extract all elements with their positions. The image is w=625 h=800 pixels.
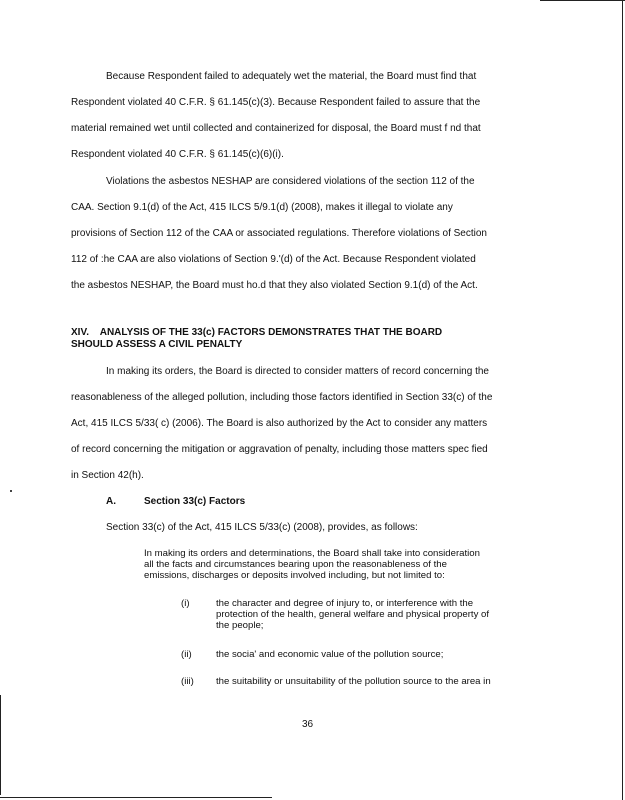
subheading-title: Section 33(c) Factors <box>144 496 246 507</box>
item-ii-text <box>216 649 546 660</box>
paragraph-3-line-3: Act, 415 ILCS 5/33( c) (2006). The Board is also authorized by the Act to consider any matters <box>71 418 488 429</box>
footnote-rule <box>0 797 272 798</box>
left-edge-rule <box>0 695 1 795</box>
right-edge-rule <box>622 0 623 800</box>
paragraph-1-line-3: material remained wet until collected and containerized for disposal, the Board must f nd that <box>71 123 481 134</box>
paragraph-2-line-3: provisions of Section 112 of the CAA or associated regulations. Therefore violations of Section <box>71 228 487 239</box>
item-i-line-1: the character and degree of injury to, or interference with the <box>216 598 474 609</box>
paragraph-2-line-1: Violations the asbestos NESHAP are considered violations of the section 112 of the <box>106 176 475 187</box>
block-quote-line-1: In making its orders and determinations, the Board shall take into consideration <box>144 548 480 559</box>
paragraph-3-line-4: of record concerning the mitigation or aggravation of penalty, including those matters spec fied <box>71 444 488 455</box>
item-iii-text <box>216 676 546 687</box>
block-quote <box>144 548 480 581</box>
paragraph-3-line-2: reasonableness of the alleged pollution, including those factors identified in Section 33(c) of the <box>71 392 493 403</box>
item-i-text <box>216 598 546 631</box>
paragraph-3-line-5: in Section 42(h). <box>71 470 144 481</box>
section-heading-line-1: XIV. ANALYSIS OF THE 33(c) FACTORS DEMONSTRATES THAT THE BOARD <box>71 327 443 338</box>
paragraph-3-line-1: In making its orders, the Board is directed to consider matters of record concerning the <box>106 366 489 377</box>
subheading-label: A. <box>106 496 116 507</box>
item-ii-number: (ii) <box>181 649 192 660</box>
paragraph-2-line-2: CAA. Section 9.1(d) of the Act, 415 ILCS 5/9.1(d) (2008), makes it illegal to violate any <box>71 202 453 213</box>
item-i-line-3: the people; <box>216 620 264 631</box>
scan-mark <box>10 490 12 492</box>
section-heading-line-2: SHOULD ASSESS A CIVIL PENALTY <box>71 339 243 350</box>
paragraph-4: Section 33(c) of the Act, 415 ILCS 5/33(c) (2008), provides, as follows: <box>106 522 418 533</box>
item-i-number: (i) <box>181 598 190 609</box>
block-quote-line-3: emissions, discharges or deposits involved including, but not limited to: <box>144 570 445 581</box>
page-number: 36 <box>302 719 314 730</box>
item-i-line-2: protection of the health, general welfare and physical property of <box>216 609 490 620</box>
paragraph-2-line-4: 112 of :he CAA are also violations of Section 9.'(d) of the Act. Because Respondent violated <box>71 254 476 265</box>
item-ii-line-1: the socia' and economic value of the pollution source; <box>216 649 444 660</box>
paragraph-1-line-4: Respondent violated 40 C.F.R. § 61.145(c)(6)(i). <box>71 149 284 160</box>
block-quote-line-2: all the facts and circumstances bearing upon the reasonableness of the <box>144 559 447 570</box>
item-iii-line-1: the suitability or unsuitability of the pollution source to the area in <box>216 676 491 687</box>
item-iii-number: (iii) <box>181 676 194 687</box>
top-right-rule <box>540 0 625 1</box>
paragraph-1-line-1: Because Respondent failed to adequately wet the material, the Board must find that <box>106 71 477 82</box>
paragraph-2-line-5: the asbestos NESHAP, the Board must ho.d that they also violated Section 9.1(d) of the Act. <box>71 280 478 291</box>
paragraph-1-line-2: Respondent violated 40 C.F.R. § 61.145(c)(3). Because Respondent failed to assure that the <box>71 97 481 108</box>
